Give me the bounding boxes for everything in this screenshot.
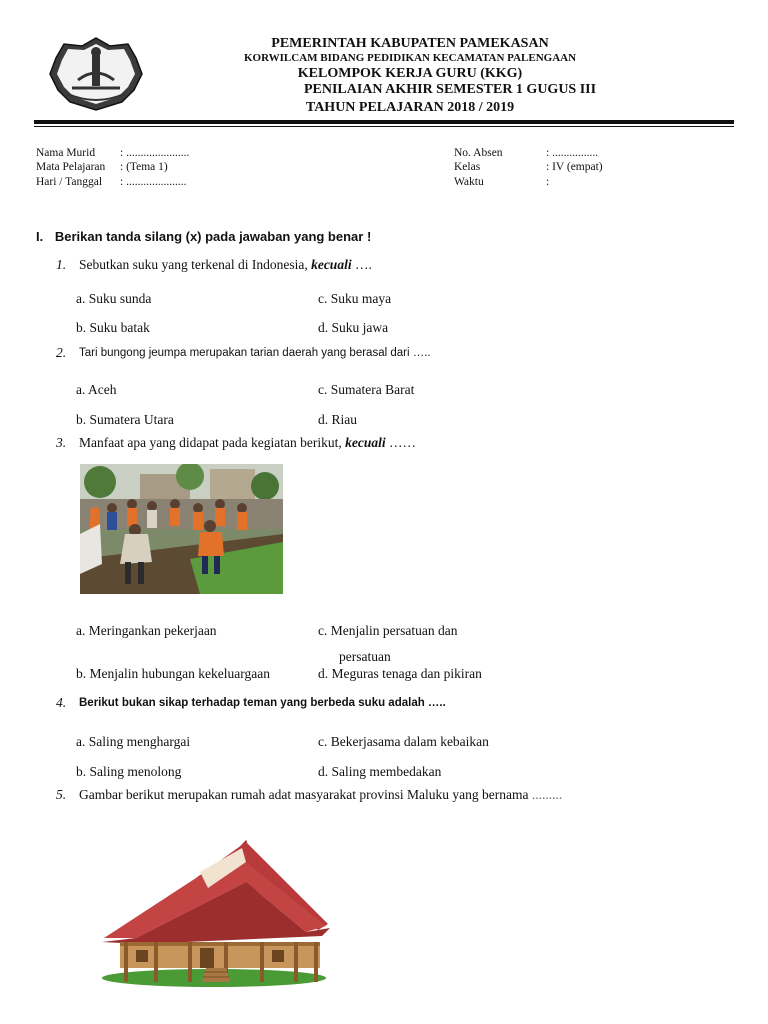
header-kkg: KELOMPOK KERJA GURU (KKG) [297,66,523,81]
info-value-name: : ...................... [120,147,190,159]
header-korwilcam: KORWILCAM BIDANG PEDIDIKAN KECAMATAN PALENGAAN [243,52,577,64]
info-value-class: : IV (empat) [546,161,603,173]
question-1-option-d[interactable]: d. Suku jawa [318,320,389,335]
info-value-date: : ..................... [120,176,187,188]
question-1-suffix: …. [351,257,372,272]
question-4-text: Berikut bukan sikap terhadap teman yang berbeda suku adalah ….. [79,697,446,709]
question-3-option-a[interactable]: a. Meringankan pekerjaan [76,623,217,638]
section-title: Berikan tanda silang (x) pada jawaban yang benar ! [54,229,372,244]
section-number: I. [36,229,44,244]
info-label-absence: No. Absen [454,147,503,159]
info-value-absence: : ................ [546,147,599,159]
question-3-number: 3. [56,435,67,450]
section-heading [36,229,371,244]
question-1-stem: Sebutkan suku yang terkenal di Indonesia, [79,257,312,272]
question-1-option-a[interactable]: a. Suku sunda [76,291,152,306]
question-5-number: 5. [56,787,67,802]
question-1-text [79,257,372,273]
question-5-suffix: ......... [528,787,563,802]
community-work-photo [80,464,283,594]
question-5-stem: Gambar berikut merupakan rumah adat masyarakat provinsi Maluku yang bernama [79,787,529,802]
info-label-time: Waktu [454,176,484,188]
question-4-option-b[interactable]: b. Saling menolong [76,764,182,779]
info-label-name: Nama Murid [36,147,96,159]
info-label-date: Hari / Tanggal [36,176,103,188]
question-3-option-c[interactable]: c. Menjalin persatuan dan [318,623,458,638]
question-5-text [79,787,562,803]
info-value-subject: : (Tema 1) [120,161,168,173]
question-2-option-a[interactable]: a. Aceh [76,382,117,397]
question-3-text [79,435,416,451]
header-divider-thin [34,126,734,127]
question-1-emphasis: kecuali [311,257,352,272]
question-4-option-c[interactable]: c. Bekerjasama dalam kebaikan [318,734,489,749]
question-3-emphasis: kecuali [345,435,386,450]
question-1-option-b[interactable]: b. Suku batak [76,320,150,335]
question-2-option-b[interactable]: b. Sumatera Utara [76,412,174,427]
question-2-text: Tari bungong jeumpa merupakan tarian daerah yang berasal dari ….. [79,347,431,359]
header-assessment: PENILAIAN AKHIR SEMESTER 1 GUGUS III [303,82,597,97]
question-3-option-d[interactable]: d. Meguras tenaga dan pikiran [318,666,482,681]
traditional-house-illustration [96,838,336,988]
question-4-option-d[interactable]: d. Saling membedakan [318,764,442,779]
question-2-option-c[interactable]: c. Sumatera Barat [318,382,415,397]
question-2-number: 2. [56,345,67,360]
question-3-suffix: …… [385,435,417,450]
header-school-year: TAHUN PELAJARAN 2018 / 2019 [305,100,515,115]
question-2-option-d[interactable]: d. Riau [318,412,357,427]
regency-emblem-icon [48,36,144,112]
info-label-class: Kelas [454,161,481,173]
question-3-option-b[interactable]: b. Menjalin hubungan kekeluargaan [76,666,270,681]
question-3-option-c-continued: persatuan [339,649,391,664]
question-4-number: 4. [56,695,67,710]
question-3-stem: Manfaat apa yang didapat pada kegiatan berikut, [79,435,346,450]
info-label-subject: Mata Pelajaran [36,161,106,173]
question-1-number: 1. [56,257,67,272]
info-value-time: : [546,176,550,188]
question-1-option-c[interactable]: c. Suku maya [318,291,392,306]
question-4-option-a[interactable]: a. Saling menghargai [76,734,191,749]
header-government: PEMERINTAH KABUPATEN PAMEKASAN [271,36,549,51]
header-divider-thick [34,120,734,124]
